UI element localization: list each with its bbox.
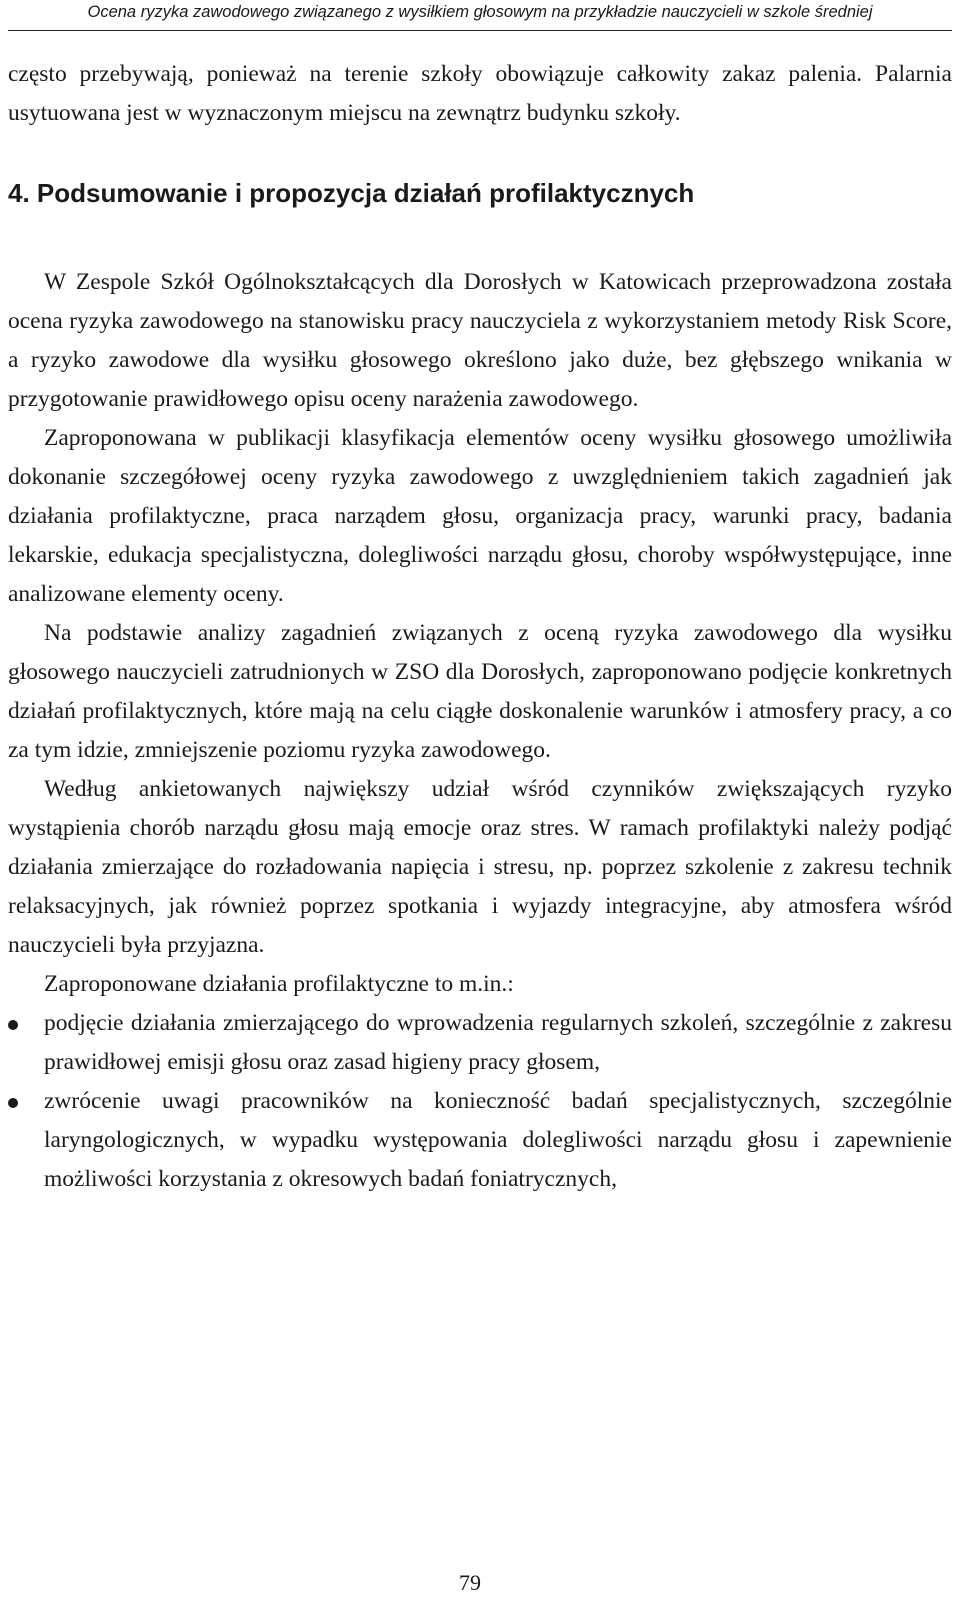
bullet-icon <box>8 1020 18 1030</box>
paragraph: Zaproponowana w publikacji klasyfikacja elementów oceny wysiłku głosowego umożliwiła dokonanie szczegółowej oceny ryzyka zawodowego z uwzględnieniem takich zagadnień jak działania profilaktyczne, praca narządem głosu, organizacja pracy, warunki pracy, badania lekarskie, edukacja specjalistyczna, dolegliwości narządu głosu, choroby współwystępujące, inne analizowane elementy oceny. <box>8 425 952 607</box>
running-title: Ocena ryzyka zawodowego związanego z wysiłkiem głosowym na przykładzie nauczycieli w szkole średniej <box>87 3 873 21</box>
list-item-text: zwrócenie uwagi pracowników na konieczność badań specjalistycznych, szczególnie laryngologicznych, w wypadku występowania dolegliwości narządu głosu i zapewnienie możliwości korzystania z okresowych badań foniatrycznych, <box>44 1088 952 1192</box>
running-header <box>8 0 952 31</box>
list-item <box>8 1004 952 1082</box>
paragraph: W Zespole Szkół Ogólnokształcących dla Dorosłych w Katowicach przeprowadzona została ocena ryzyka zawodowego na stanowisku pracy nauczyciela z wykorzystaniem metody Risk Score, a ryzyko zawodowe dla wysiłku głosowego określono jako duże, bez głębszego wnikania w przygotowanie prawidłowego opisu oceny narażenia zawodowego. <box>8 269 952 412</box>
page-number: 79 <box>459 1570 481 1595</box>
continuation-paragraph: często przebywają, ponieważ na terenie szkoły obowiązuje całkowity zakaz palenia. Palarnia usytuowana jest w wyznaczonym miejscu na zewnątrz budynku szkoły. <box>8 61 952 126</box>
bullet-list <box>8 1004 952 1199</box>
page-body <box>8 55 952 1199</box>
section-heading: 4. Podsumowanie i propozycja działań profilaktycznych <box>8 178 695 208</box>
paragraph: Według ankietowanych największy udział wśród czynników zwiększających ryzyko wystąpienia chorób narządu głosu mają emocje oraz stres. W ramach profilaktyki należy podjąć działania zmierzające do rozładowania napięcia i stresu, np. poprzez szkolenie z zakresu technik relaksacyjnych, jak również poprzez spotkania i wyjazdy integracyjne, aby atmosfera wśród nauczycieli była przyjazna. <box>8 776 952 958</box>
list-item <box>8 1082 952 1199</box>
paragraph: Na podstawie analizy zagadnień związanych z oceną ryzyka zawodowego dla wysiłku głosowego nauczycieli zatrudnionych w ZSO dla Dorosłych, zaproponowano podjęcie konkretnych działań profilaktycznych, które mają na celu ciągłe doskonalenie warunków i atmosfery pracy, a co za tym idzie, zmniejszenie poziomu ryzyka zawodowego. <box>8 620 952 763</box>
list-item-text: podjęcie działania zmierzającego do wprowadzenia regularnych szkoleń, szczególnie z zakresu prawidłowej emisji głosu oraz zasad higieny pracy głosem, <box>44 1010 952 1075</box>
list-intro: Zaproponowane działania profilaktyczne to m.in.: <box>44 971 514 997</box>
bullet-icon <box>8 1098 18 1108</box>
